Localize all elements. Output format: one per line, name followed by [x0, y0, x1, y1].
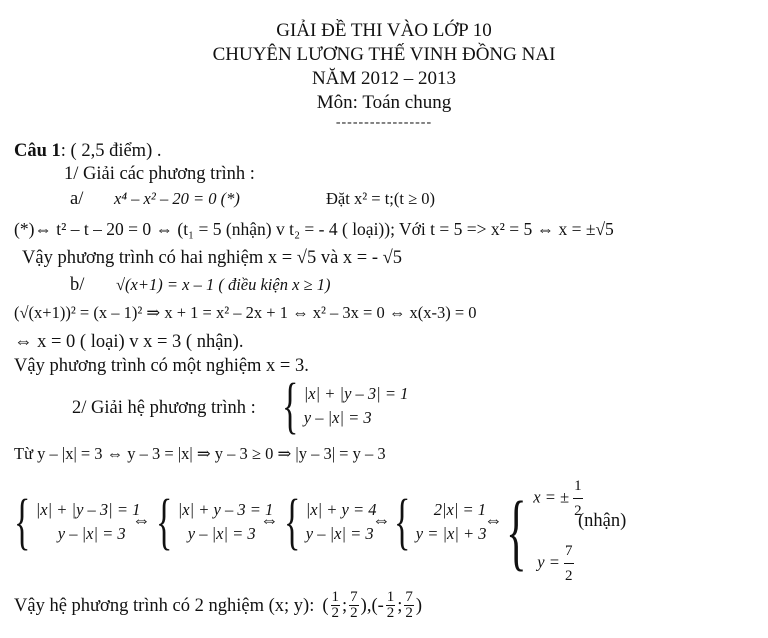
equiv-symbol: ⇔ — [132, 511, 151, 531]
question-points: : ( 2,5 điểm) . — [60, 141, 162, 161]
fraction — [331, 590, 341, 621]
brace-icon: { — [506, 483, 527, 579]
system-step4 — [394, 488, 487, 556]
doc-title-line1: GIẢI ĐỀ THI VÀO LỚP 10 — [276, 20, 492, 41]
question-number: Câu 1 — [14, 141, 61, 161]
part-b-conclusion: Vậy phương trình có một nghiệm x = 3. — [14, 356, 309, 376]
part-a-step: (*)⇔ t² – t – 20 = 0 ⇔ (t₁ = 5 (nhận) v t₂ = - 4 ( loại)); Với t = 5 => x² = 5 ⇔ x = ±√5 — [14, 219, 614, 239]
part-a-label: a/ — [70, 189, 84, 209]
fraction-num: 1 — [331, 589, 340, 605]
fraction-num: 7 — [405, 589, 413, 605]
system-solution — [506, 474, 583, 588]
part-b-label: b/ — [70, 275, 85, 295]
part-a-substitution: Đặt x² = t;(t ≥ 0) — [326, 189, 435, 208]
fraction-den: 2 — [574, 503, 582, 519]
part-a-equation: x⁴ – x² – 20 = 0 (*) — [114, 189, 240, 208]
system-row: |x| + |y – 3| = 1 — [35, 500, 141, 519]
solution-x-label: x = ± — [533, 487, 570, 507]
fraction — [564, 539, 574, 588]
fraction-num: 1 — [386, 589, 395, 605]
system-row: |x| + y = 4 — [305, 500, 377, 519]
equiv-symbol: ⇔ — [260, 511, 279, 531]
brace-icon: { — [284, 488, 301, 556]
brace-icon: { — [156, 488, 173, 556]
fraction — [386, 590, 396, 621]
part-b-step2: ⇔ x = 0 ( loại) v x = 3 ( nhận). — [14, 332, 244, 352]
brace-icon: { — [394, 488, 411, 556]
system-row: y – |x| = 3 — [303, 408, 372, 427]
fraction — [349, 590, 359, 621]
given-system — [282, 372, 409, 440]
question-heading — [14, 140, 161, 162]
system-step3 — [284, 488, 377, 556]
derivation-line: Từ y – |x| = 3 ⇔ y – 3 = |x| ⇒ y – 3 ≥ 0 ⇒ |y – 3| = y – 3 — [14, 444, 386, 463]
part1-title: 1/ Giải các phương trình : — [64, 164, 255, 184]
solution-y-label: y = — [537, 552, 560, 572]
part-b-step1: (√(x+1))² = (x – 1)² ⇒ x + 1 = x² – 2x + 1 ⇔ x² – 3x = 0 ⇔ x(x-3) = 0 — [14, 303, 477, 322]
system-row: |x| + y – 3 = 1 — [177, 500, 274, 519]
final-conclusion — [14, 590, 422, 621]
header-rule: ----------------- — [335, 115, 433, 130]
part-b-equation: √(x+1) = x – 1 ( điều kiện x ≥ 1) — [116, 275, 331, 294]
solution-x — [533, 474, 582, 523]
final-text: Vậy hệ phương trình có 2 nghiệm (x; y): — [14, 595, 315, 616]
system-step2 — [156, 488, 274, 556]
accept-note: (nhận) — [578, 511, 627, 531]
part2-title: 2/ Giải hệ phương trình : — [72, 398, 256, 418]
system-row: y – |x| = 3 — [57, 524, 126, 543]
paren: ( — [322, 595, 329, 616]
separator: ; — [342, 595, 348, 616]
fraction-den: 2 — [331, 605, 340, 621]
solution-y — [533, 539, 582, 588]
system-row: y – |x| = 3 — [305, 524, 374, 543]
separator: ),(- — [360, 595, 384, 616]
fraction-den: 2 — [386, 605, 395, 621]
doc-title-line2: CHUYÊN LƯƠNG THẾ VINH ĐỒNG NAI — [212, 44, 556, 65]
fraction-num: 1 — [573, 474, 583, 499]
system-row: |x| + |y – 3| = 1 — [303, 384, 409, 403]
doc-subject: Môn: Toán chung — [316, 92, 452, 113]
equiv-symbol: ⇔ — [484, 511, 503, 531]
brace-icon: { — [14, 488, 31, 556]
fraction-den: 2 — [350, 605, 358, 621]
paren: ) — [415, 595, 423, 616]
fraction-den: 2 — [565, 568, 573, 584]
system-step1 — [14, 488, 141, 556]
part-a-conclusion: Vậy phương trình có hai nghiệm x = √5 và x = - √5 — [22, 248, 403, 268]
fraction-den: 2 — [405, 605, 413, 621]
fraction-num: 7 — [350, 589, 358, 605]
fraction — [404, 590, 414, 621]
system-row: y – |x| = 3 — [187, 524, 256, 543]
system-row: y = |x| + 3 — [415, 524, 487, 543]
system-row: 2|x| = 1 — [433, 500, 487, 519]
brace-icon: { — [282, 372, 299, 440]
separator: ; — [397, 595, 403, 616]
doc-title-year: NĂM 2012 – 2013 — [311, 68, 457, 89]
equiv-symbol: ⇔ — [372, 511, 391, 531]
fraction-num: 7 — [564, 539, 574, 564]
